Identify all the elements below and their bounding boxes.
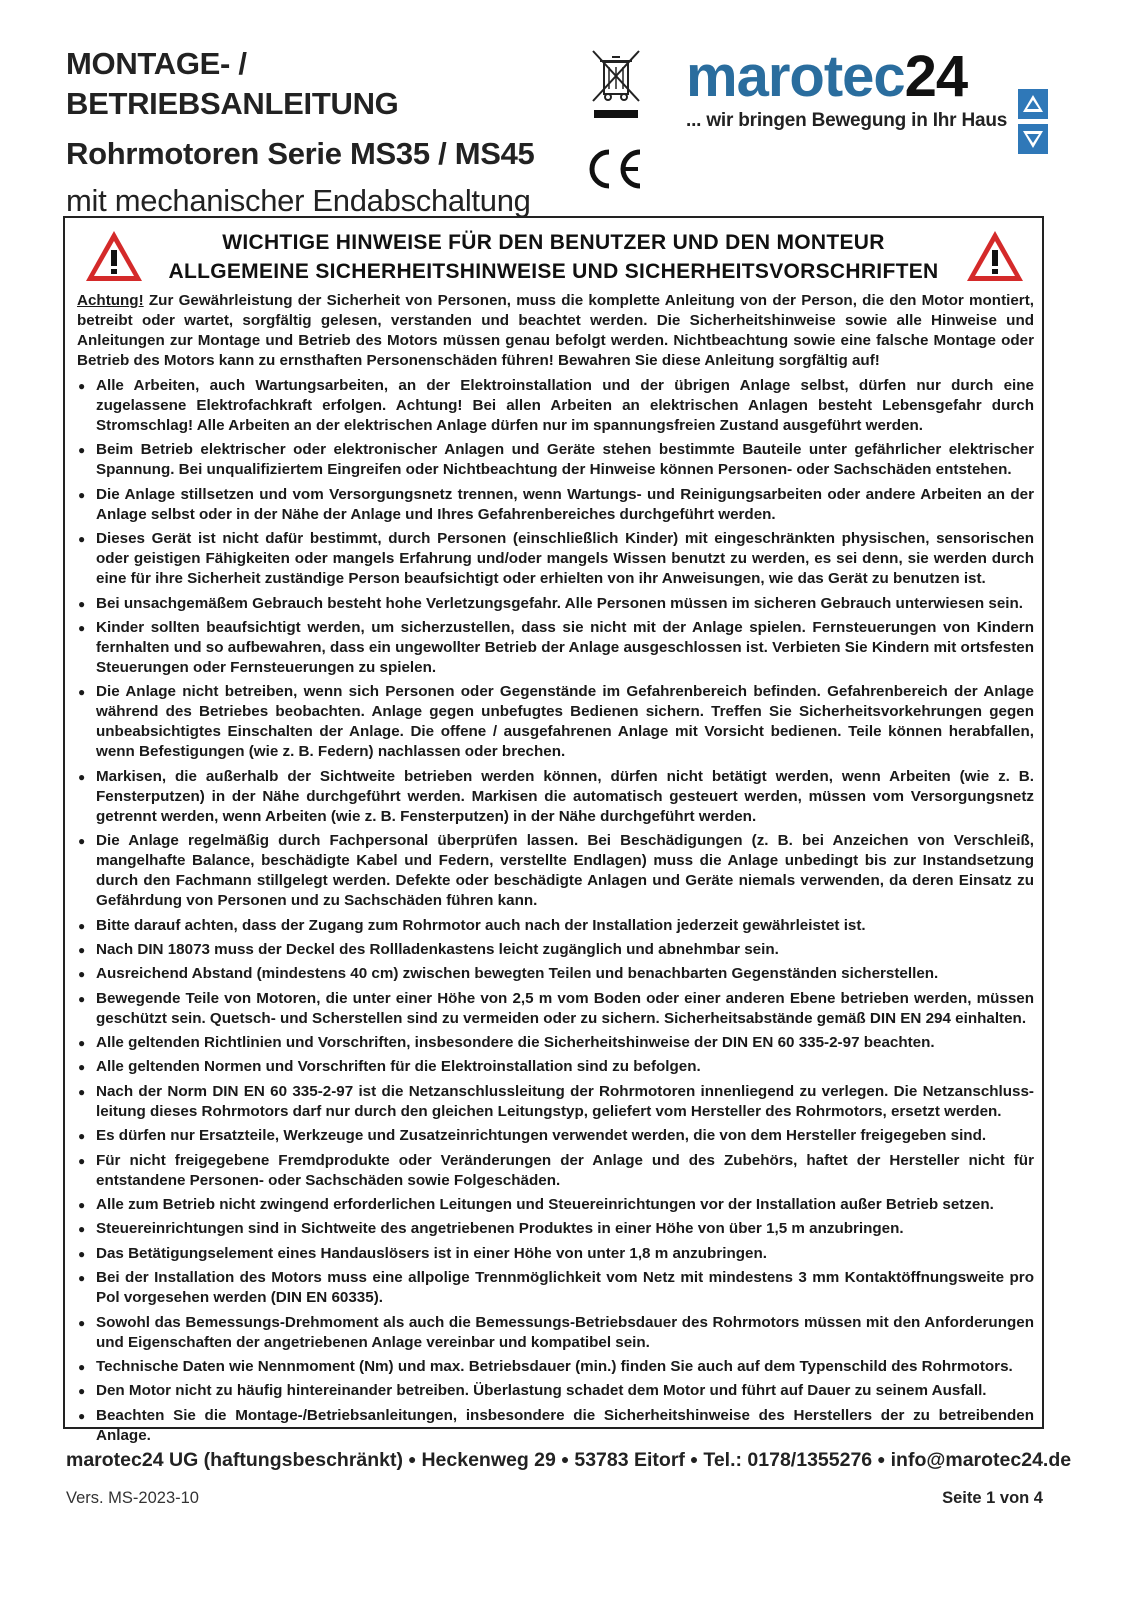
safety-heading-1: WICHTIGE HINWEISE FÜR DEN BENUTZER UND DEN MONTEUR (222, 231, 885, 254)
separator-dot-icon: ● (408, 1451, 417, 1467)
list-item: ● Dieses Gerät ist nicht dafür bestimmt, durch Personen (einschließlich Kinder) mit eingeschränkten physischen, sensorischen oder geistigen Fähigkeiten oder mangels Erfahrung und/oder mangels Wissen benutzt zu werden, es sei denn, sie werden durch eine für ihre Sicherheit zuständige Person beaufsichtigt oder erhielten von ihr Anweisungen, wie das Gerät zu benutzen ist. (77, 529, 1034, 589)
title-line-1: MONTAGE- / BETRIEBSANLEITUNG (66, 46, 399, 121)
list-item: ● Technische Daten wie Nennmoment (Nm) und max. Betriebsdauer (min.) finden Sie auch auf dem Typenschild des Rohrmotors. (77, 1357, 1034, 1377)
list-item: ● Steuereinrichtungen sind in Sichtweite des angetriebenen Produktes in einer Höhe von über 1,5 m anzubringen. (77, 1219, 1034, 1239)
list-item: ● Für nicht freigegebene Fremdprodukte oder Veränderungen der Anlage und des Zubehörs, haftet der Hersteller nicht für entstandene Personen- oder Sachschäden sowie Folgeschäden. (77, 1151, 1034, 1191)
phone: Tel.: 0178/1355276 (703, 1449, 873, 1471)
list-item: ● Die Anlage stillsetzen und vom Versorgungsnetz trennen, wenn Wartungs- und Reinigungsarbeiten oder andere Arbeiten an der Anlage selbst oder in der Nähe der Anlage und Ihres Gefahrenbereiches durchgeführt werden. (77, 485, 1034, 525)
list-item: ● Alle zum Betrieb nicht zwingend erforderlichen Leitungen und Steuereinrichtungen vor der Installation außer Betrieb setzen. (77, 1195, 1034, 1215)
separator-dot-icon: ● (877, 1451, 886, 1467)
list-item: ● Bei der Installation des Motors muss eine allpolige Trennmöglichkeit vom Netz mit mindestens 3 mm Kontaktöffnungsweite pro Pol vorgesehen werden (DIN EN 60335). (77, 1268, 1034, 1308)
list-item: ● Alle geltenden Richtlinien und Vorschriften, insbesondere die Sicherheitshinweise der DIN EN 60 335-2-97 beachten. (77, 1033, 1034, 1053)
list-item: ● Sowohl das Bemessungs-Drehmoment als auch die Bemessungs-Betriebsdauer des Rohrmotors müssen mit den Anforderungen und Eigenschaften der angetriebenen Anlage vereinbar und kompatibel sein. (77, 1313, 1034, 1353)
list-item: ● Ausreichend Abstand (mindestens 40 cm) zwischen bewegten Teilen und benachbarten Gegenständen sicherstellen. (77, 964, 1034, 984)
list-item: ● Bewegende Teile von Motoren, die unter einer Höhe von 2,5 m vom Boden oder einer anderen Ebene betrieben werden, müssen geschützt sein. Quetsch- und Scherstellen sind zu vermeiden oder zu sichern. Sicherheitsabstände gemäß DIN EN 294 einhalten. (77, 989, 1034, 1029)
list-item: ● Nach DIN 18073 muss der Deckel des Rollladenkastens leicht zugänglich und abnehmbar sein. (77, 940, 1034, 960)
intro-text: Zur Gewährleistung der Sicherheit von Personen, muss die komplette Anleitung von der Person, die den Motor montiert, betreibt oder wartet, sorgfältig gelesen, verstanden und beachtet werden. Die Sicherheitshinweise sowie alle Hinweise und Anleitungen zur Montage und Betrieb des Motors müssen genau befolgt werden. Nichtbeachtung sowie eine falsche Montage oder Betrieb des Motors kann zu ernsthaften Personenschäden führen! Bewahren Sie diese Anleitung sorgfältig auf! (77, 292, 1034, 369)
list-item: ● Die Anlage nicht betreiben, wenn sich Personen oder Gegenstände im Gefahrenbereich befinden. Gefahrenbereich der Anlage während des Betriebes beobachten. Anlage gegen unbefugtes Bedienen sichern. Treffen Sie Sicherheitsvorkehrungen gegen unbeabsichtigtes Einschalten der Anlage. Die offene / ausgefahrenen Anlage mit Vorsicht bedienen. Teile können herabfallen, wenn Befestigungen (wie z. B. Federn) nachlassen oder brechen. (77, 682, 1034, 762)
logo-main: marotec (686, 44, 905, 109)
list-item: ● Den Motor nicht zu häufig hintereinander betreiben. Überlastung schadet dem Motor und führt auf Dauer zu seinem Ausfall. (77, 1381, 1034, 1401)
page-number: Seite 1 von 4 (942, 1489, 1043, 1507)
email-link[interactable]: info@marotec24.de (890, 1449, 1072, 1471)
list-item: ● Es dürfen nur Ersatzteile, Werkzeuge und Zusatzeinrichtungen verwendet werden, die von dem Hersteller freigegeben sind. (77, 1126, 1034, 1146)
safety-instructions-box (63, 216, 1044, 1444)
list-item: ● Bitte darauf achten, dass der Zugang zum Rohrmotor auch nach der Installation jederzeit gewährleistet ist. (77, 916, 1034, 936)
arrow-down-icon (1018, 124, 1048, 154)
brand-logo (686, 46, 1016, 132)
list-item: ● Bei unsachgemäßem Gebrauch besteht hohe Verletzungsgefahr. Alle Personen müssen im sicheren Gebrauch unterwiesen sein. (77, 594, 1034, 614)
list-item: ● Nach der Norm DIN EN 60 335-2-97 ist die Netzanschlussleitung der Rohrmotoren innenliegend zu verlegen. Die Netzanschluss-leitung dieses Rohrmotors darf nur durch den gleichen Leitungstyp, geliefert vom Hersteller des Rohrmotors, ersetzt werden. (77, 1082, 1034, 1122)
achtung-label: Achtung! (77, 292, 144, 309)
arrow-up-icon (1018, 89, 1048, 119)
document-title (66, 44, 566, 221)
title-line-2: Rohrmotoren Serie MS35 / MS45 (66, 136, 535, 171)
warning-triangle-icon (964, 228, 1026, 284)
separator-dot-icon: ● (689, 1451, 699, 1467)
list-item: ● Alle Arbeiten, auch Wartungsarbeiten, an der Elektroinstallation und der übrigen Anlage selbst, dürfen nur durch eine zugelassene Elektrofachkraft erfolgen. Achtung! Bei allen Arbeiten an elektrischen Anlagen besteht Lebensgefahr durch Stromschlag! Alle Arbeiten an der elektrischen Anlage dürfen nur im spannungsfreien Zustand ausgeführt werden. (77, 376, 1034, 436)
weee-bin-icon (590, 48, 642, 122)
logo-number: 24 (904, 44, 968, 109)
safety-intro (77, 291, 1034, 371)
list-item: ● Beachten Sie die Montage-/Betriebsanleitungen, insbesondere die Sicherheitshinweise des Herstellers der zu betreibenden Anlage. (77, 1406, 1034, 1446)
safety-heading-2: ALLGEMEINE SICHERHEITSHINWEISE UND SICHERHEITSVORSCHRIFTEN (168, 260, 939, 283)
list-item: ● Die Anlage regelmäßig durch Fachpersonal überprüfen lassen. Bei Beschädigungen (z. B. bei Anzeichen von Verschleiß, mangelhafte Balance, beschädigte Kabel und Federn, verstellte Endlagen) muss die Anlage unbedingt bis zur Instandsetzung durch den Fachmann stillgelegt werden. Defekte oder beschädigte Anlagen und Geräte niemals verwenden, da deren Einsatz zu Gefährdung von Personen und zu Sachschäden führen kann. (77, 831, 1034, 911)
warning-triangle-icon (83, 228, 145, 284)
street: Heckenweg 29 (421, 1449, 556, 1471)
logo-tagline: ... wir bringen Bewegung in Ihr Haus (686, 110, 1008, 131)
list-item: ● Beim Betrieb elektrischer oder elektronischer Anlagen und Geräte stehen bestimmte Bauteile unter gefährlicher elektrischer Spannung. Bei unqualifiziertem Eingreifen oder Nichtbeachtung der Hinweise können Personen- oder Sachschäden entstehen. (77, 440, 1034, 480)
list-item: ● Markisen, die außerhalb der Sichtweite betrieben werden können, dürfen nicht betätigt werden, wenn Arbeiten (wie z. B. Fensterputzen) in der Nähe durchgeführt werden. Markisen die automatisch gesteuert werden, müssen vom Versorgungsnetz getrennt werden, wenn Arbeiten (wie z. B. Fensterputzen) in der Nähe durchgeführt werden. (77, 767, 1034, 827)
company-footer (66, 1449, 1072, 1472)
city: 53783 Eitorf (574, 1449, 685, 1471)
separator-dot-icon: ● (560, 1451, 570, 1467)
company-suffix: UG (haftungsbeschränkt) (163, 1449, 403, 1471)
list-item: ● Alle geltenden Normen und Vorschriften für die Elektroinstallation sind zu befolgen. (77, 1057, 1034, 1077)
title-line-3: mit mechanischer Endabschaltung (66, 183, 531, 218)
version-label: Vers. MS-2023-10 (66, 1489, 199, 1507)
safety-bullet-list (77, 376, 1034, 1450)
list-item: ● Kinder sollten beaufsichtigt werden, um sicherzustellen, dass sie nicht mit der Anlage spielen. Fernsteuerungen von Kindern fernhalten und so aufbewahren, dass ein ungewollter Betrieb der Anlage ausgeschlossen ist. Verbieten Sie Kindern mit ortsfesten Steuerungen oder Fernsteuerungen zu spielen. (77, 618, 1034, 678)
company-name: marotec24 (66, 1449, 164, 1471)
ce-mark (585, 146, 645, 192)
list-item: ● Das Betätigungselement eines Handauslösers ist in einer Höhe von unter 1,8 m anzubringen. (77, 1244, 1034, 1264)
